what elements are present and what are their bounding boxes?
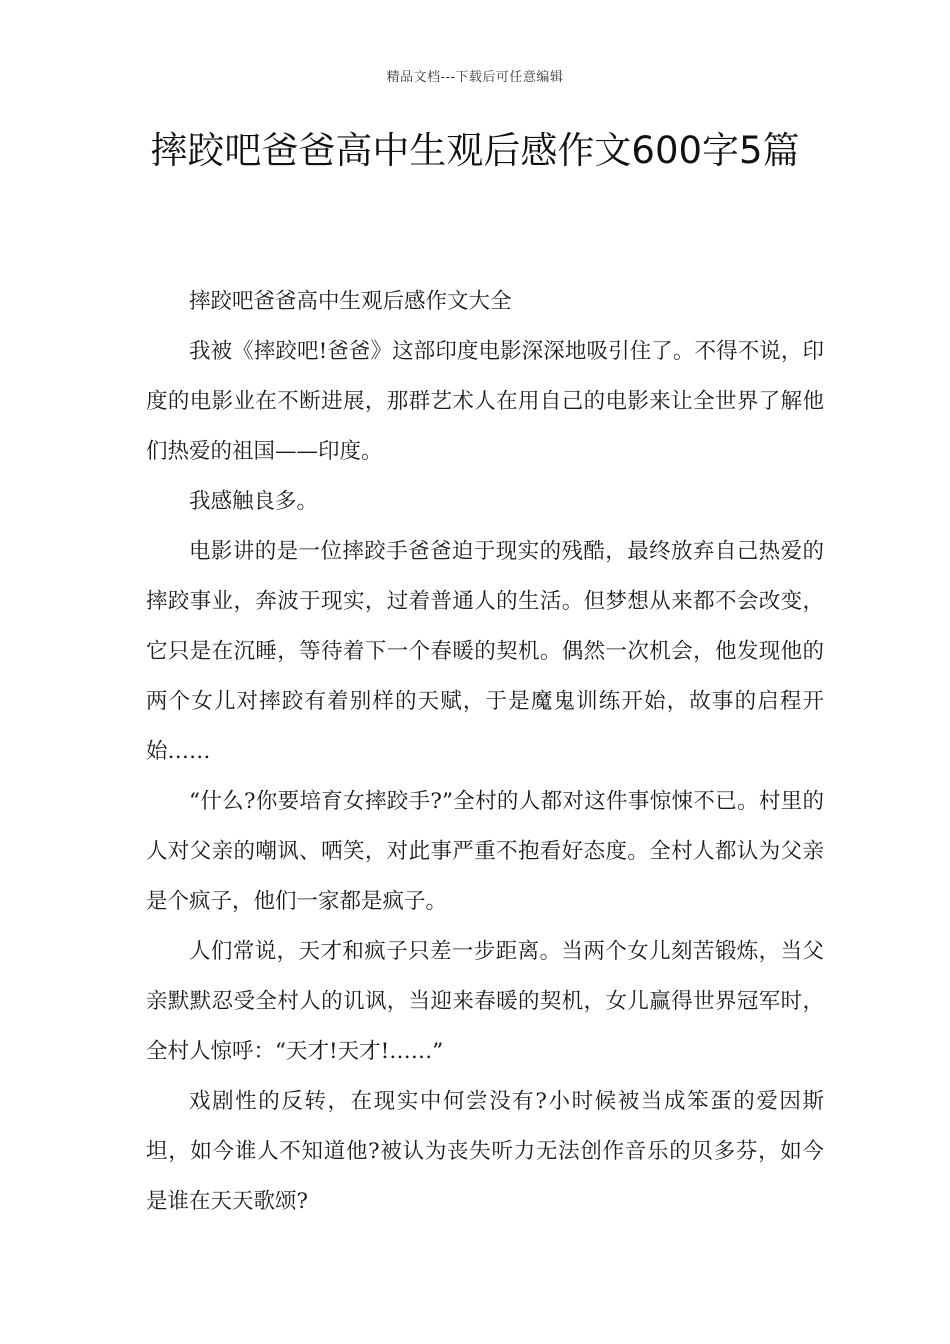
paragraph: 人们常说，天才和疯子只差一步距离。当两个女儿刻苦锻炼，当父亲默默忍受全村人的讥讽，当迎来春暖的契机，女儿赢得世界冠军时，全村人惊呼：“天才!天才!……” xyxy=(146,939,824,1064)
paragraph-subtitle: 摔跤吧爸爸高中生观后感作文大全 xyxy=(189,289,512,314)
paragraph: 戏剧性的反转，在现实中何尝没有?小时候被当成笨蛋的爱因斯坦，如今谁人不知道他?被认为丧失听力无法创作音乐的贝多芬，如今是谁在天天歌颂? xyxy=(146,1089,824,1214)
paragraph: 电影讲的是一位摔跤手爸爸迫于现实的残酷，最终放弃自己热爱的摔跤事业，奔波于现实，过着普通人的生活。但梦想从来都不会改变，它只是在沉睡，等待着下一个春暖的契机。偶然一次机会，他发现他的两个女儿对摔跤有着别样的天赋，于是魔鬼训练开始，故事的启程开始…… xyxy=(146,539,824,764)
paragraph: 我感触良多。 xyxy=(189,489,319,514)
document-body xyxy=(146,277,824,1227)
paragraph: “什么?你要培育女摔跤手?”全村的人都对这件事惊悚不已。村里的人对父亲的嘲讽、哂笑，对此事严重不抱看好态度。全村人都认为父亲是个疯子，他们一家都是疯子。 xyxy=(146,789,824,914)
header-note: 精品文档---下载后可任意编辑 xyxy=(386,70,564,85)
paragraph: 我被《摔跤吧!爸爸》这部印度电影深深地吸引住了。不得不说，印度的电影业在不断进展，那群艺术人在用自己的电影来让全世界了解他们热爱的祖国——印度。 xyxy=(146,339,824,464)
document-title: 摔跤吧爸爸高中生观后感作文600字5篇 xyxy=(150,129,800,172)
